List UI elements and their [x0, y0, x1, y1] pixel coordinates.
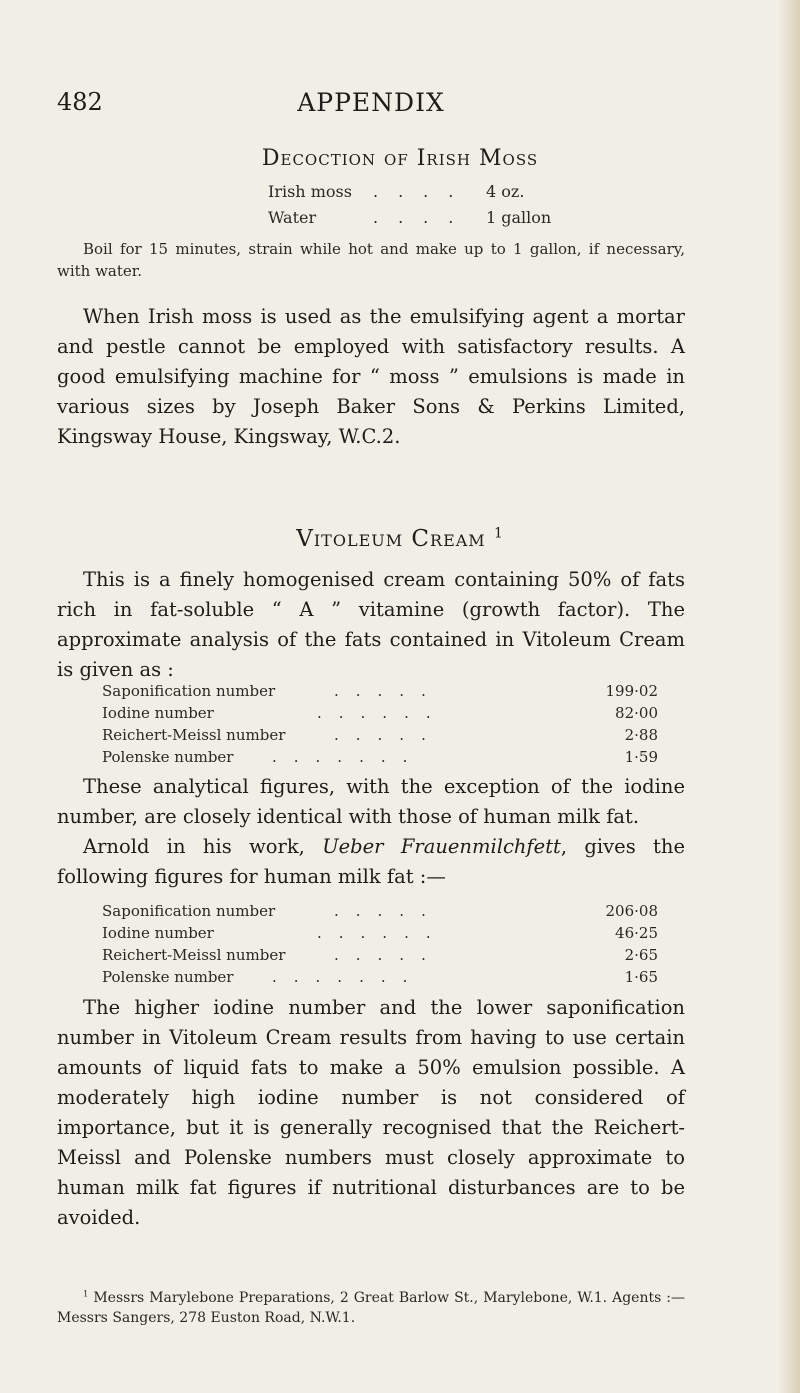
analysis-value: 1·59 — [624, 748, 658, 766]
analysis-label: Iodine number — [102, 924, 214, 942]
section-title-irish-moss: Decoction of Irish Moss — [261, 146, 539, 171]
analysis-row — [102, 682, 658, 704]
analysis-value: 82·00 — [615, 704, 658, 722]
analysis-value: 2·65 — [624, 946, 658, 964]
page-number: 482 — [57, 88, 103, 116]
analysis-label: Polenske number — [102, 748, 234, 766]
vitoleum-intro-paragraph: This is a finely homogenised cream containing 50% of fats rich in fat-soluble “ A ” vitamine (growth factor). The approximate analysis of the fats contained in Vitoleum Cream is given as : — [57, 568, 685, 681]
section-title-text: Vitoleum Cream — [296, 526, 486, 552]
analysis-row — [102, 924, 658, 946]
analysis-table-vitoleum — [102, 682, 658, 770]
footnote — [57, 1288, 685, 1328]
recipe-row — [268, 208, 668, 234]
analysis-value: 2·88 — [624, 726, 658, 744]
dot-leader: .... — [373, 208, 474, 227]
analysis-table-human-milk — [102, 902, 658, 990]
dot-leader: ....... — [272, 968, 425, 986]
analysis-row — [102, 946, 658, 968]
page-edge-shadow — [778, 0, 800, 1393]
dot-leader: ...... — [317, 704, 448, 722]
analysis-row — [102, 726, 658, 748]
recipe-instructions: Boil for 15 minutes, strain while hot and make up to 1 gallon, if necessary, with water. — [57, 240, 685, 280]
analysis-label: Iodine number — [102, 704, 214, 722]
dot-leader: ..... — [334, 682, 443, 700]
analysis-label: Saponification number — [102, 682, 276, 700]
recipe-amount: 1 gallon — [486, 208, 552, 227]
analysis-comparison-paragraph: These analytical figures, with the exception of the iodine number, are closely identical with those of human milk fat. — [57, 775, 685, 828]
dot-leader: ....... — [272, 748, 425, 766]
recipe-amount: 4 oz. — [486, 182, 525, 201]
recipe-row — [268, 182, 668, 208]
running-head: APPENDIX — [297, 88, 445, 117]
analysis-label: Reichert-Meissl number — [102, 946, 286, 964]
irish-moss-paragraph: When Irish moss is used as the emulsifying agent a mortar and pestle cannot be employed with satisfactory results. A good emulsifying machine for “ moss ” emulsions is made in various sizes by Joseph Baker Sons & Perkins Limited, Kingsway House, Kingsway, W.C.2. — [57, 305, 685, 448]
analysis-label: Polenske number — [102, 968, 234, 986]
page-header — [57, 88, 685, 128]
arnold-text-after: , gives the following figures for human milk fat :— — [57, 835, 685, 888]
cited-work-title: Ueber Frauenmilchfett — [322, 835, 561, 858]
footnote-reference: 1 — [494, 525, 504, 542]
conclusion-paragraph: The higher iodine number and the lower saponification number in Vitoleum Cream results from having to use certain amounts of liquid fats to make a 50% emulsion possible. A moderately high iodine number is not considered of importance, but it is generally recognised that the Reichert-Meissl and Polenske numbers must closely approximate to human milk fat figures if nutritional disturbances are to be avoided. — [57, 996, 685, 1229]
analysis-label: Reichert-Meissl number — [102, 726, 286, 744]
arnold-text-before: Arnold in his work, — [83, 835, 323, 858]
analysis-value: 206·08 — [605, 902, 658, 920]
analysis-row — [102, 968, 658, 990]
analysis-value: 46·25 — [615, 924, 658, 942]
analysis-row — [102, 748, 658, 770]
analysis-row — [102, 902, 658, 924]
recipe-ingredient: Irish moss — [268, 182, 352, 201]
footnote-marker: 1 — [83, 1288, 89, 1299]
dot-leader: ..... — [334, 946, 443, 964]
dot-leader: ...... — [317, 924, 448, 942]
dot-leader: .... — [373, 182, 474, 201]
recipe-ingredient: Water — [268, 208, 317, 227]
recipe-table — [268, 182, 668, 234]
analysis-value: 199·02 — [605, 682, 658, 700]
section-title-vitoleum-cream — [0, 526, 800, 552]
analysis-row — [102, 704, 658, 726]
dot-leader: ..... — [334, 726, 443, 744]
analysis-value: 1·65 — [624, 968, 658, 986]
analysis-label: Saponification number — [102, 902, 276, 920]
arnold-paragraph — [57, 832, 685, 892]
dot-leader: ..... — [334, 902, 443, 920]
footnote-text: Messrs Marylebone Preparations, 2 Great Barlow St., Marylebone, W.1. Agents :—Messrs Sangers, 278 Euston Road, N.W.1. — [57, 1290, 686, 1326]
